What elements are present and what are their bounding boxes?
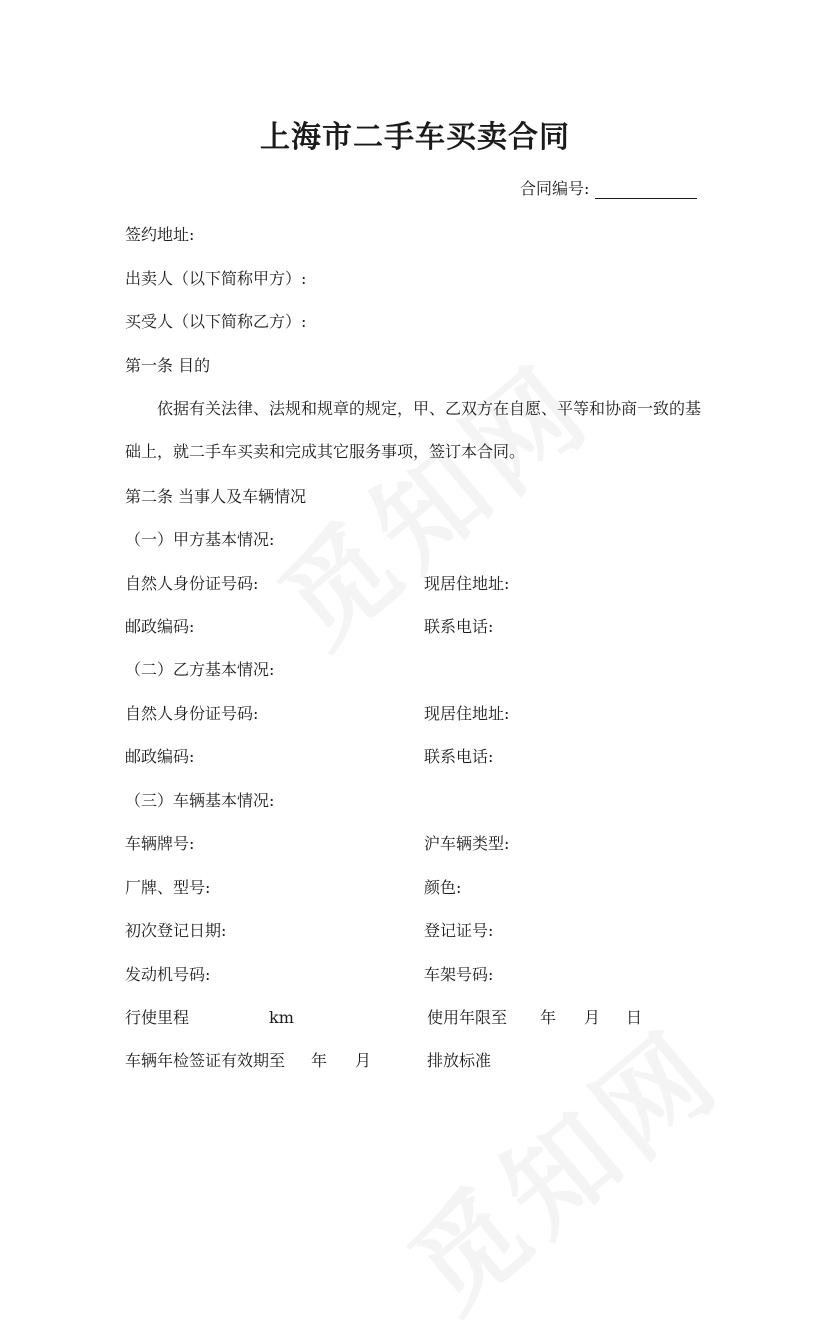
- article1-heading: 第一条 目的: [125, 356, 211, 375]
- usage-limit-row: [427, 1005, 642, 1028]
- mileage-unit: km: [269, 1008, 294, 1027]
- party-a-phone-label: 联系电话:: [424, 617, 494, 636]
- contract-number-label: 合同编号:: [520, 179, 590, 198]
- party-b-id-label: 自然人身份证号码:: [125, 704, 259, 723]
- party-b-heading: （二）乙方基本情况:: [125, 660, 275, 679]
- emission-label: 排放标准: [427, 1051, 492, 1070]
- article2-heading: 第二条 当事人及车辆情况: [125, 487, 307, 506]
- vehicle-brand-model-label: 厂牌、型号:: [125, 878, 211, 897]
- party-b-address-label: 现居住地址:: [424, 704, 510, 723]
- usage-year: 年: [540, 1008, 557, 1027]
- buyer-label: 买受人（以下简称乙方）:: [125, 312, 307, 331]
- party-a-address-label: 现居住地址:: [424, 574, 510, 593]
- party-a-postcode-label: 邮政编码:: [125, 617, 195, 636]
- seller-label: 出卖人（以下简称甲方）:: [125, 269, 307, 288]
- vehicle-engine-no-label: 发动机号码:: [125, 965, 211, 984]
- vehicle-frame-no-label: 车架号码:: [424, 965, 494, 984]
- vehicle-first-reg-label: 初次登记日期:: [125, 921, 227, 940]
- party-b-phone-label: 联系电话:: [424, 747, 494, 766]
- vehicle-plate-label: 车辆牌号:: [125, 834, 195, 853]
- contract-number: [520, 176, 697, 199]
- party-a-id-label: 自然人身份证号码:: [125, 574, 259, 593]
- usage-month: 月: [584, 1008, 601, 1027]
- vehicle-mileage-row: [125, 1005, 294, 1028]
- inspection-label: 车辆年检签证有效期至: [125, 1051, 286, 1070]
- page-title: 上海市二手车买卖合同: [260, 120, 570, 155]
- contract-number-blank: [595, 180, 697, 199]
- vehicle-reg-cert-label: 登记证号:: [424, 921, 494, 940]
- vehicle-color-label: 颜色:: [424, 878, 462, 897]
- sign-place-label: 签约地址:: [125, 225, 195, 244]
- vehicle-type-label: 沪车辆类型:: [424, 834, 510, 853]
- inspection-row: [125, 1048, 371, 1071]
- vehicle-heading: （三）车辆基本情况:: [125, 791, 275, 810]
- party-a-heading: （一）甲方基本情况:: [125, 530, 275, 549]
- watermark-bottom: [371, 988, 748, 1340]
- mileage-label: 行使里程: [125, 1008, 190, 1027]
- party-b-postcode-label: 邮政编码:: [125, 747, 195, 766]
- inspection-year: 年: [311, 1051, 328, 1070]
- usage-day: 日: [626, 1008, 643, 1027]
- usage-limit-label: 使用年限至: [427, 1008, 508, 1027]
- inspection-month: 月: [355, 1051, 372, 1070]
- article1-body: 依据有关法律、法规和规章的规定，甲、乙双方在自愿、平等和协商一致的基础上，就二手车买卖和完成其它服务事项，签订本合同。: [125, 399, 702, 461]
